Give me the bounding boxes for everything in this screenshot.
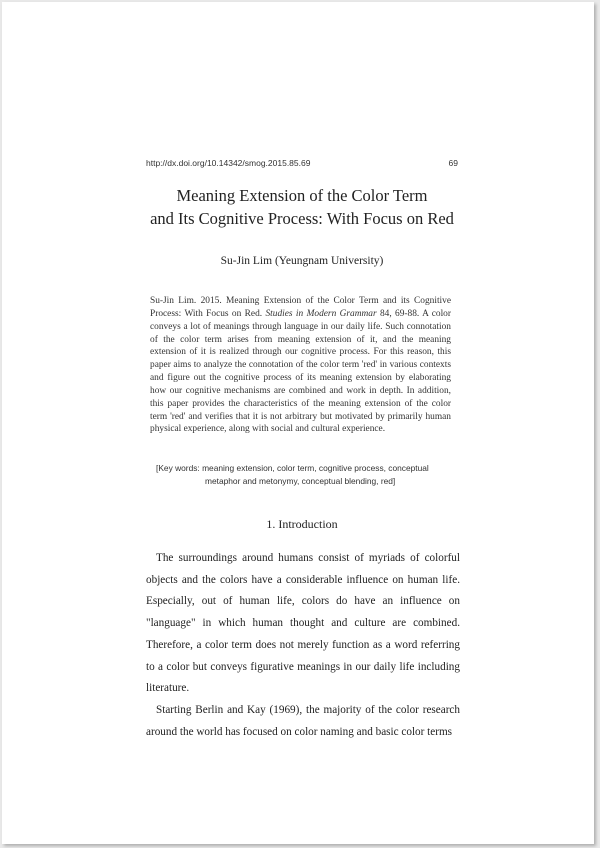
title-line-2: and Its Cognitive Process: With Focus on Red	[150, 209, 454, 228]
author-affiliation: Su-Jin Lim (Yeungnam University)	[220, 255, 384, 267]
running-header	[146, 158, 458, 168]
abstract-text	[150, 295, 451, 436]
body-text	[146, 548, 460, 743]
paper-page	[2, 2, 594, 844]
journal-name: Studies in Modern Grammar	[265, 308, 377, 319]
section-heading: 1. Introduction	[266, 517, 338, 531]
keywords	[156, 462, 456, 488]
paper-title	[102, 184, 502, 230]
abstract-citation-pre: Su-Jin Lim. 2015. Meaning Extension of the Color Term and its Cognitive Process: With Focus on Red.	[150, 296, 451, 319]
page-number: 69	[448, 158, 458, 168]
paragraph: The surroundings around humans consist of myriads of colorful objects and the colors have a considerable influence on human life. Especially, out of human life, colors do have an influence on "language" in which human thought and culture are combined. Therefore, a color term does not merely function as a word referring to a color but conveys figurative meanings in our daily life including literature.	[146, 552, 460, 695]
abstract-body: 84, 69-88. A color conveys a lot of meanings through language in our daily life. Such connotation of the color term arises from meaning extension of it, and the meaning extension of it is realized through our cognitive process. For this reason, this paper aims to analyze the connotation of the color term 'red' in various contexts and figure out the cognitive process of its meaning extension by elaborating how our cognitive mechanisms are combined and work in depth. In addition, this paper provides the characteristics of the meaning extension of the color term 'red' and verifies that it is not arbitrary but motivated by primarily human physical experience, along with social and cultural experience.	[150, 308, 451, 435]
title-line-1: Meaning Extension of the Color Term	[176, 186, 428, 205]
doi-link[interactable]: http://dx.doi.org/10.14342/smog.2015.85.69	[146, 158, 311, 168]
keywords-line-2: metaphor and metonymy, conceptual blending, red]	[205, 476, 396, 486]
keywords-line-1: [Key words: meaning extension, color term, cognitive process, conceptual	[156, 463, 429, 473]
paragraph: Starting Berlin and Kay (1969), the majority of the color research around the world has focused on color naming and basic color terms	[146, 703, 460, 738]
abstract	[150, 295, 451, 436]
